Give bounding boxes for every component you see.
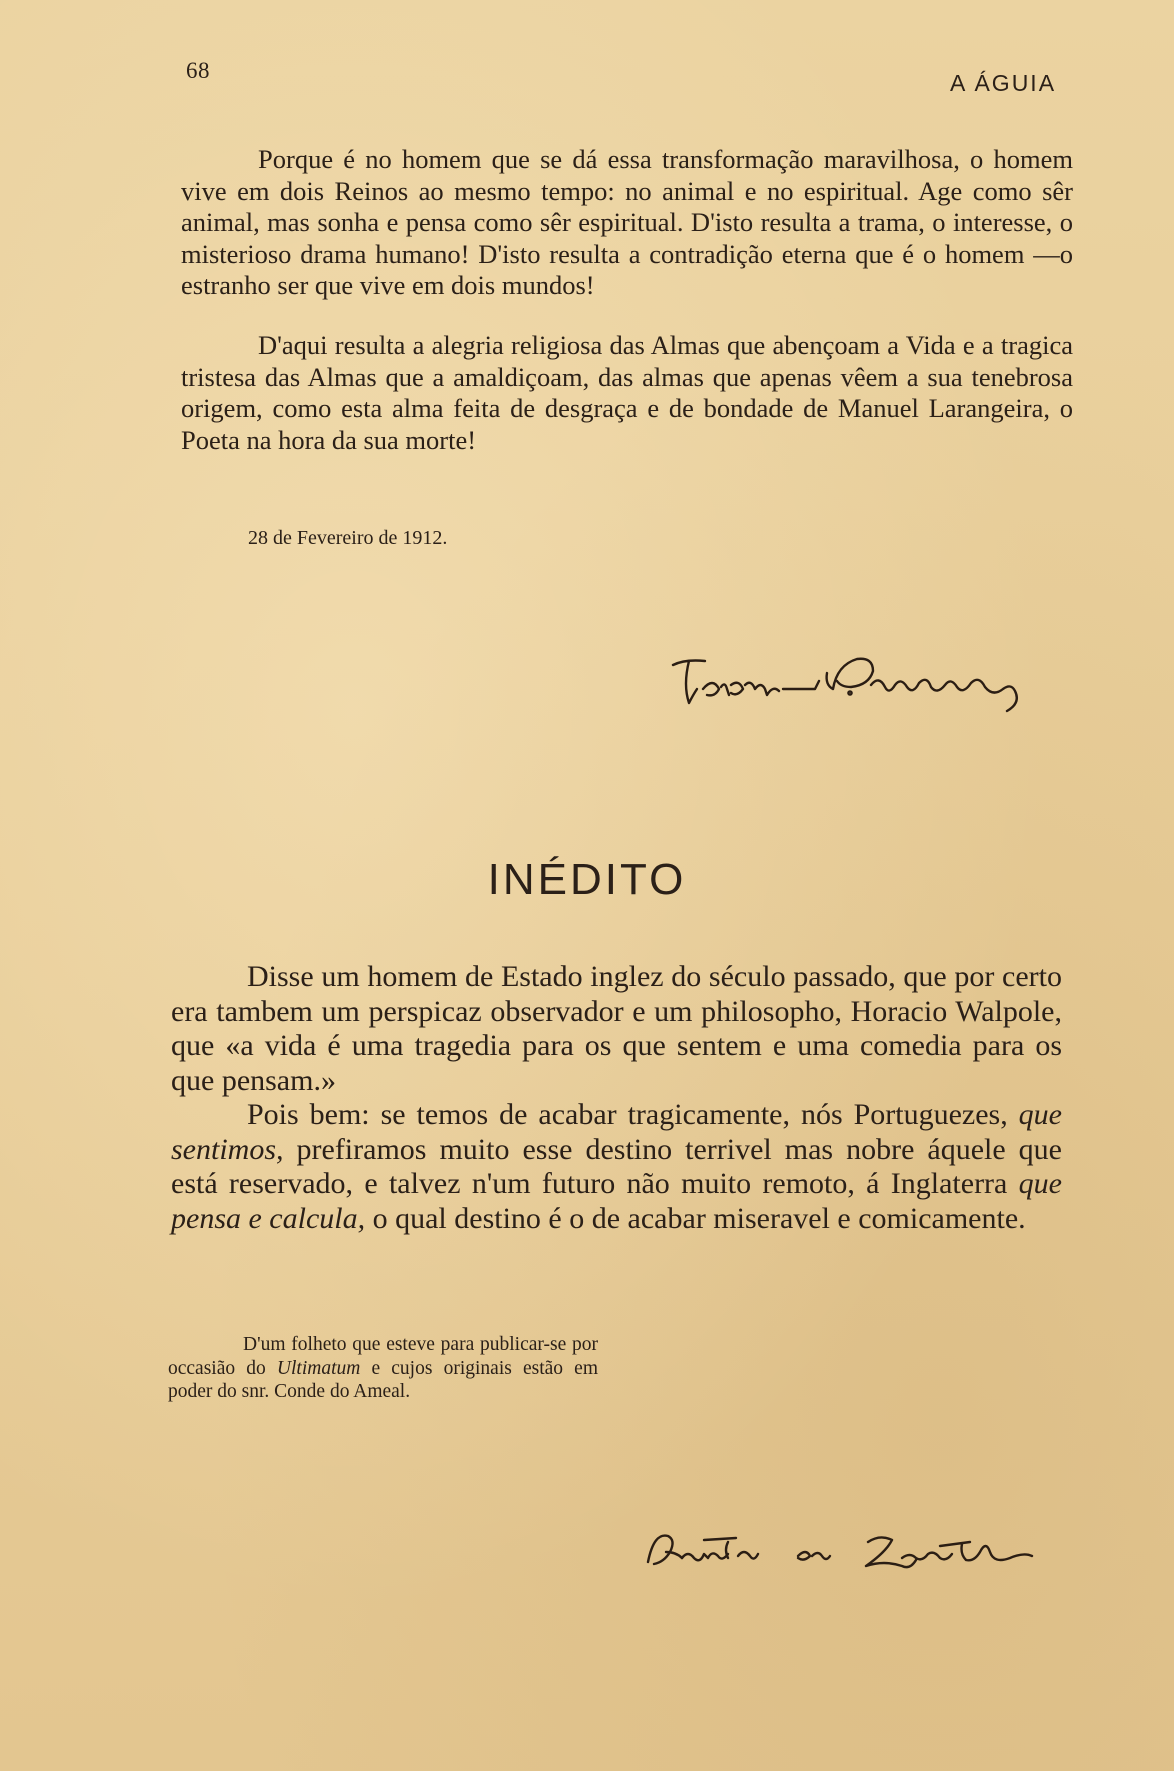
signature-antero-de-quental [640,1522,1040,1586]
handwritten-signature-icon [665,645,1075,725]
text-run: o qual destino é o de acabar miseravel e comicamente. [365,1201,1026,1235]
section-title: INÉDITO [487,855,687,904]
italic-run: que sentimos, [171,1098,1062,1166]
inedito-paragraph-2 [171,1098,1062,1236]
handwritten-signature-icon [640,1522,1040,1586]
continued-text [181,144,1073,302]
continued-text-2 [181,330,1073,456]
page-number: 68 [186,58,210,83]
text-run: prefiramos muito esse destino terrivel mas nobre áquele que está reservado, e talvez n'um futuro não muito remoto, á Inglaterra [171,1132,1062,1200]
text-run: Pois bem: se temos de acabar tragicamente, nós Portuguezes, [247,1098,1019,1131]
dateline: 28 de Fevereiro de 1912. [248,527,448,549]
italic-run: Ultimatum [276,1357,361,1379]
signature-teixeira-pascoaes [665,645,1075,725]
inedito-paragraph-1: Disse um homem de Estado inglez do século passado, que por certo era tambem um perspicaz observador e um philosopho, Horacio Walpole, que «a vida é uma tragedia para os que sentem e uma comedia para os que pensam.» [171,960,1062,1097]
source-note [168,1333,598,1404]
text-run: D'um folheto que esteve para publicar-se por occasião do [168,1334,598,1379]
inedito-text [171,960,1062,1236]
text-run: e cujos originais estão em poder do snr. Conde do Ameal. [168,1357,598,1402]
note-text [168,1333,598,1404]
running-head: A ÁGUIA [950,70,1057,96]
paragraph-2: D'aqui resulta a alegria religiosa das Almas que abençoam a Vida e a tragica tristesa das Almas que a amaldiçoam, das almas que apenas vêem a sua tenebrosa origem, como esta alma feita de desgraça e de bondade de Manuel Larangeira, o Poeta na hora da sua morte! [181,330,1073,455]
italic-run: que pensa e calcula, [171,1167,1062,1235]
paragraph-1: Porque é no homem que se dá essa transformação maravilhosa, o homem vive em dois Reinos ao mesmo tempo: no animal e no espiritual. Age como sêr animal, mas sonha e pensa como sêr espiritual. D'isto resulta a trama, o interesse, o misterioso drama humano! D'isto resulta a contradição eterna que é o homem —o estranho ser que vive em dois mundos! [181,144,1073,300]
